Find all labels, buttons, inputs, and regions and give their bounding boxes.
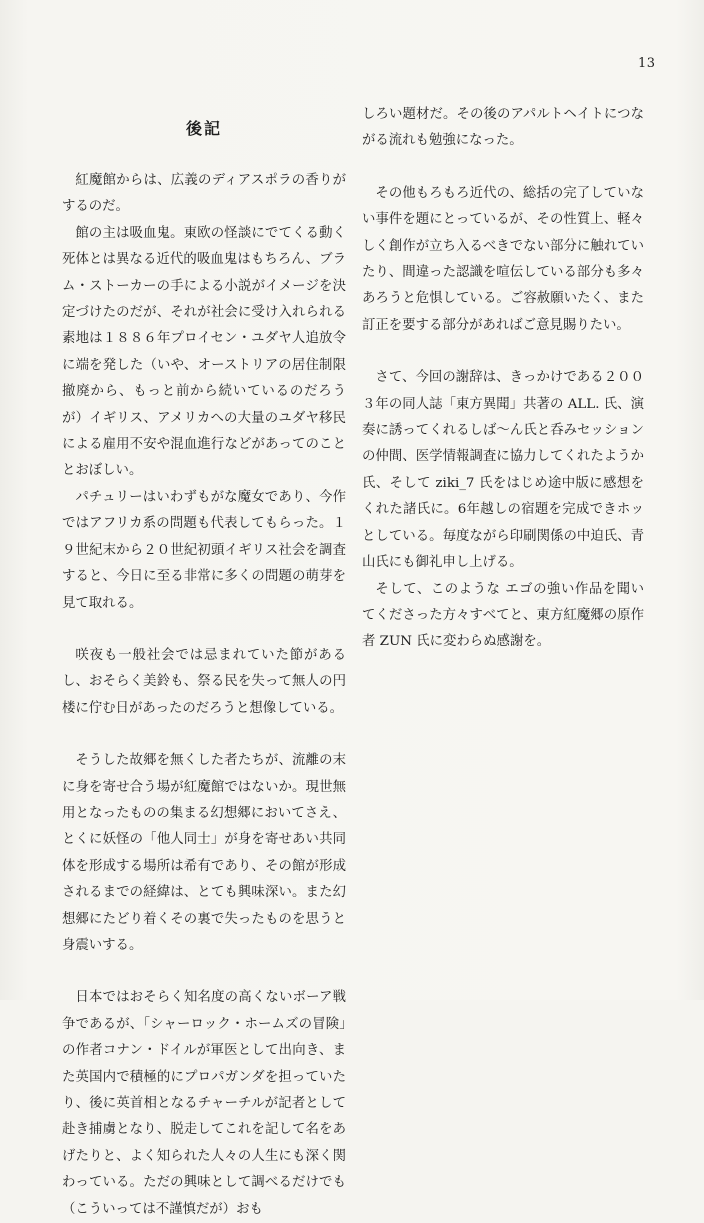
paragraph: その他もろもろ近代の、総括の完了していない事件を題にとっているが、その性質上、軽々しく創作が立ち入るべきでない部分に触れていたり、間違った認識を喧伝している部分も多々あろうと危惧している。ご容赦願いたく、また訂正を要する部分があればご意見賜りたい。: [362, 185, 644, 333]
paragraph-gap: [62, 722, 346, 748]
paragraph-gap: [62, 617, 346, 643]
right-paragraphs: [362, 102, 644, 656]
paragraph: そして、このような エゴの強い作品を聞いてくださった方々すべてと、東方紅魔郷の原作者 ZUN 氏に変わらぬ感謝を。: [362, 581, 644, 650]
left-paragraphs: [62, 168, 346, 1223]
paragraph-gap: [362, 339, 644, 365]
title-spacer: [62, 142, 346, 168]
paragraph: さて、今回の謝辞は、きっかけである２００３年の同人誌「東方異聞」共著の ALL. 氏、演奏に誘ってくれるしば〜ん氏と呑みセッションの仲間、医学情報調査に協力してくれたようか氏、そして ziki_7 氏をはじめ途中版に感想をくれた諸氏に。6年越しの宿題を完成できホッとしている。毎度ながら印刷関係の中迫氏、青山氏にも御礼申し上げる。: [362, 370, 644, 571]
paragraph-gap: [362, 155, 644, 181]
page-title: 後記: [185, 119, 222, 138]
paragraph: パチュリーはいわずもがな魔女であり、今作ではアフリカ系の問題も代表してもらった。１９世紀末から２０世紀初頭イギリス社会を調査すると、今日に至る非常に多くの問題の萌芽を見て取れる。: [62, 489, 346, 611]
paragraph: 館の主は吸血鬼。東欧の怪談にでてくる動く死体とは異なる近代的吸血鬼はもちろん、ブラム・ストーカーの手による小説がイメージを決定づけたのだが、それが社会に受け入れられる素地は１８８６年プロイセン・ユダヤ人追放令に端を発した（いや、オーストリアの居住制限撤廃から、もっと前から続いているのだろうが）イギリス、アメリカへの大量のユダヤ移民による雇用不安や混血進行などがあってのこととおぼしい。: [62, 225, 346, 479]
left-column: [62, 116, 346, 1223]
paragraph-gap: [62, 959, 346, 985]
page-number: 13: [638, 56, 656, 71]
paragraph: 日本ではおそらく知名度の高くないボーア戦争であるが、「シャーロック・ホームズの冒険」の作者コナン・ドイルが軍医として出向き、また英国内で積極的にプロパガンダを担っていたり、後に英首相となるチャーチルが記者として赴き捕虜となり、脱走してこれを記して名をあげたりと、よく知られた人々の人生にも深く関わっている。ただの興味として調べるだけでも（こういっては不謹慎だが）おも: [62, 990, 346, 1217]
paragraph: しろい題材だ。その後のアパルトヘイトにつながる流れも勉強になった。: [362, 107, 644, 149]
paragraph: そうした故郷を無くした者たちが、流離の末に身を寄せ合う場が紅魔館ではないか。現世無用となったものの集まる幻想郷においてさえ、とくに妖怪の「他人同士」が身を寄せあい共同体を形成する場所は希有であり、その館が形成されるまでの経緯は、とても興味深い。また幻想郷にたどり着くその裏で失ったものを思うと身震いする。: [62, 753, 346, 953]
paragraph: 紅魔館からは、広義のディアスポラの香りがするのだ。: [62, 173, 346, 215]
right-column: [362, 102, 644, 656]
paragraph: 咲夜も一般社会では忌まれていた節があるし、おそらく美鈴も、祭る民を失って無人の円楼に佇む日があったのだろうと想像している。: [62, 647, 346, 716]
